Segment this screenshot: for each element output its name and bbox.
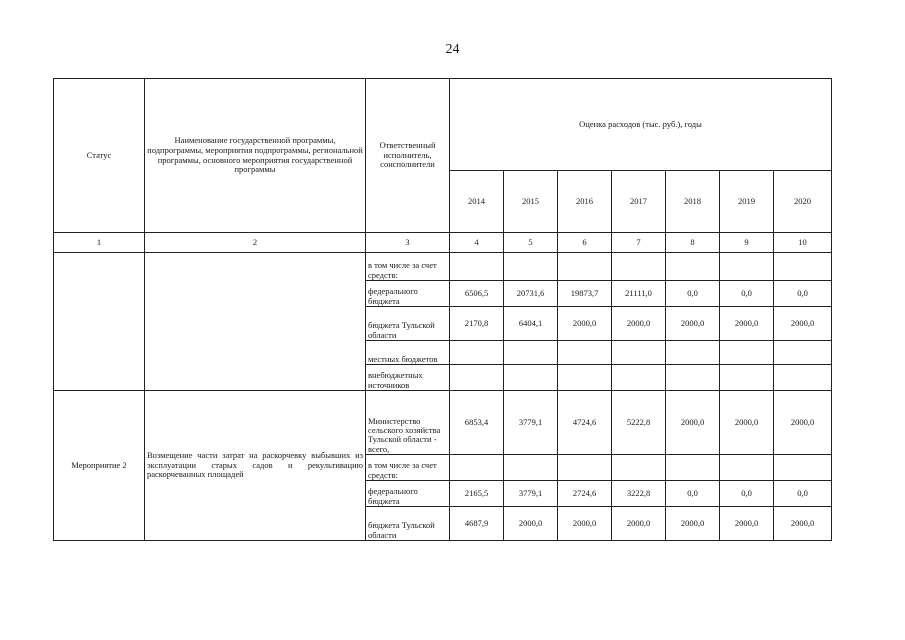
value-cell <box>558 253 612 281</box>
value-cell: 6853,4 <box>450 391 504 455</box>
value-cell <box>504 253 558 281</box>
value-cell: 5222,8 <box>612 391 666 455</box>
value-cell <box>774 455 832 481</box>
value-cell <box>450 341 504 365</box>
column-number: 3 <box>366 233 450 253</box>
column-number: 6 <box>558 233 612 253</box>
value-cell <box>666 365 720 391</box>
funding-source: внебюджетных источников <box>366 365 450 391</box>
header-responsible: Ответственный исполнитель, соисполнители <box>366 79 450 233</box>
value-cell: 4724,6 <box>558 391 612 455</box>
value-cell <box>666 455 720 481</box>
funding-source: бюджета Тульской области <box>366 507 450 541</box>
value-cell: 2000,0 <box>504 507 558 541</box>
value-cell <box>504 455 558 481</box>
value-cell: 3222,8 <box>612 481 666 507</box>
value-cell: 0,0 <box>666 481 720 507</box>
value-cell: 6506,5 <box>450 281 504 307</box>
value-cell <box>774 365 832 391</box>
value-cell: 2000,0 <box>558 507 612 541</box>
value-cell <box>612 365 666 391</box>
value-cell: 2000,0 <box>774 307 832 341</box>
header-program-name: Наименование государственной программы, подпрограммы, мероприятия подпрограммы, региональной программы, основного мероприятия государственной программы <box>145 79 366 233</box>
funding-source: федерального бюджета <box>366 481 450 507</box>
value-cell: 21111,0 <box>612 281 666 307</box>
value-cell: 2000,0 <box>720 507 774 541</box>
value-cell <box>666 253 720 281</box>
table-row <box>54 391 832 455</box>
value-cell: 2000,0 <box>666 507 720 541</box>
value-cell <box>720 455 774 481</box>
column-number: 4 <box>450 233 504 253</box>
budget-table <box>53 78 832 541</box>
header-costs: Оценка расходов (тыс. руб.), годы <box>450 79 832 171</box>
value-cell: 2170,8 <box>450 307 504 341</box>
value-cell <box>720 341 774 365</box>
value-cell: 2000,0 <box>558 307 612 341</box>
value-cell: 3779,1 <box>504 481 558 507</box>
status-cell-empty <box>54 253 145 391</box>
value-cell <box>504 365 558 391</box>
column-number: 7 <box>612 233 666 253</box>
value-cell: 2000,0 <box>612 307 666 341</box>
header-year: 2019 <box>720 171 774 233</box>
value-cell: 4687,9 <box>450 507 504 541</box>
column-number: 2 <box>145 233 366 253</box>
column-number: 1 <box>54 233 145 253</box>
value-cell: 19873,7 <box>558 281 612 307</box>
funding-source: бюджета Тульской области <box>366 307 450 341</box>
header-year: 2015 <box>504 171 558 233</box>
value-cell: 0,0 <box>774 281 832 307</box>
status-cell: Мероприятие 2 <box>54 391 145 541</box>
header-year: 2014 <box>450 171 504 233</box>
value-cell: 0,0 <box>720 281 774 307</box>
value-cell <box>450 365 504 391</box>
funding-source: местных бюджетов <box>366 341 450 365</box>
header-year: 2017 <box>612 171 666 233</box>
header-status: Статус <box>54 79 145 233</box>
table-row <box>54 253 832 281</box>
column-number: 9 <box>720 233 774 253</box>
value-cell: 0,0 <box>720 481 774 507</box>
value-cell <box>558 455 612 481</box>
header-year: 2020 <box>774 171 832 233</box>
value-cell: 6404,1 <box>504 307 558 341</box>
column-number: 8 <box>666 233 720 253</box>
funding-source: федерального бюджета <box>366 281 450 307</box>
value-cell <box>450 455 504 481</box>
value-cell <box>720 253 774 281</box>
value-cell: 0,0 <box>666 281 720 307</box>
value-cell: 2000,0 <box>666 307 720 341</box>
value-cell: 0,0 <box>774 481 832 507</box>
value-cell <box>558 365 612 391</box>
value-cell: 2724,6 <box>558 481 612 507</box>
value-cell: 2165,5 <box>450 481 504 507</box>
funding-source: в том числе за счет средств: <box>366 253 450 281</box>
value-cell <box>504 341 558 365</box>
page-number: 24 <box>445 42 460 57</box>
header-year: 2016 <box>558 171 612 233</box>
value-cell <box>612 341 666 365</box>
value-cell <box>558 341 612 365</box>
value-cell <box>720 365 774 391</box>
value-cell <box>774 253 832 281</box>
column-number-row <box>54 233 832 253</box>
value-cell <box>774 341 832 365</box>
value-cell: 20731,6 <box>504 281 558 307</box>
value-cell: 2000,0 <box>774 507 832 541</box>
header-year: 2018 <box>666 171 720 233</box>
value-cell: 3779,1 <box>504 391 558 455</box>
value-cell: 2000,0 <box>774 391 832 455</box>
name-cell-empty <box>145 253 366 391</box>
value-cell: 2000,0 <box>612 507 666 541</box>
funding-source: Министерство сельского хозяйства Тульской области - всего, <box>366 391 450 455</box>
column-number: 5 <box>504 233 558 253</box>
program-name-cell: Возмещение части затрат на раскорчевку выбывших из эксплуатации старых садов и рекультивацию раскорчеванных площадей <box>145 391 366 541</box>
funding-source: в том числе за счет средств: <box>366 455 450 481</box>
value-cell: 2000,0 <box>720 307 774 341</box>
value-cell: 2000,0 <box>666 391 720 455</box>
value-cell <box>612 253 666 281</box>
value-cell: 2000,0 <box>720 391 774 455</box>
value-cell <box>612 455 666 481</box>
value-cell <box>450 253 504 281</box>
value-cell <box>666 341 720 365</box>
column-number: 10 <box>774 233 832 253</box>
